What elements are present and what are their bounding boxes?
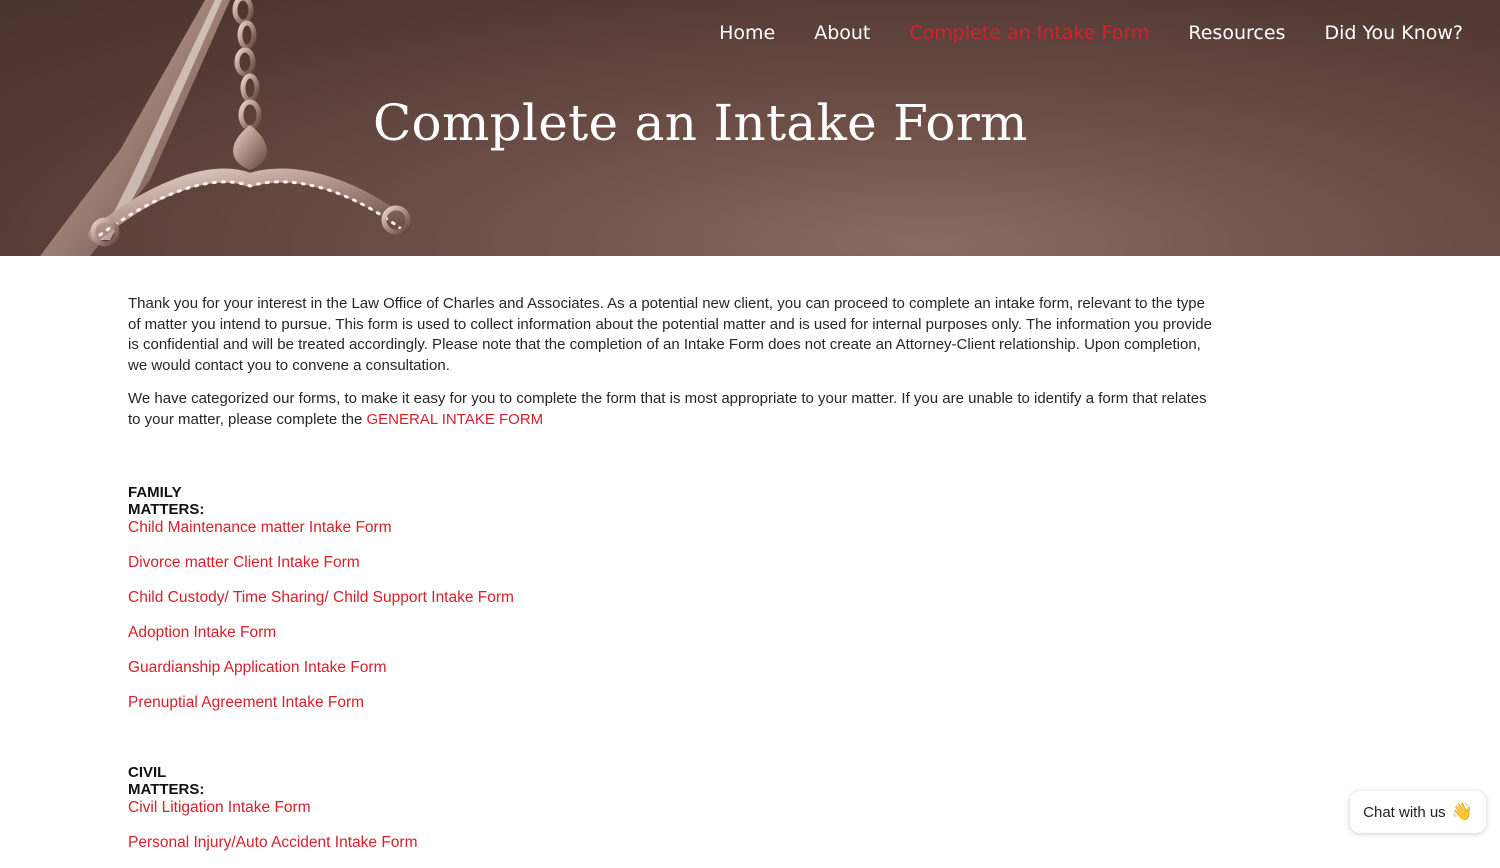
list-item [128,658,728,693]
list-item [128,833,728,868]
civil-matters-heading: CIVIL MATTERS: [128,764,205,798]
instructions-paragraph [128,389,1213,430]
waving-hand-icon: 👋 [1451,802,1473,821]
list-item [128,518,728,553]
civil-matters-list [128,798,728,868]
intro-paragraph: Thank you for your interest in the Law Office of Charles and Associates. As a potential new client, you can proceed to complete an intake form, relevant to the type of matter you intend to pursue. This form is used to collect information about the potential matter and is used for internal purposes only. The information you provide is confidential and will be treated accordingly. Please note that the completion of an Intake Form does not create an Attorney-Client relationship. Upon completion, we would contact you to convene a consultation. [128,295,1212,374]
nav-did-you-know[interactable]: Did You Know? [1324,22,1463,44]
instructions-text: We have categorized our forms, to make it easy for you to complete the form that is most appropriate to your matter. If you are unable to identify a form that relates to your matter, please complete the [128,390,1207,428]
list-item [128,553,728,588]
chat-label: Chat with us [1363,803,1446,821]
prenuptial-form-link[interactable]: Prenuptial Agreement Intake Form [128,694,365,711]
nav-about[interactable]: About [814,22,871,44]
personal-injury-form-link[interactable]: Personal Injury/Auto Accident Intake Form [128,834,418,851]
nav-intake-form[interactable]: Complete an Intake Form [909,22,1150,44]
general-intake-form-link[interactable]: GENERAL INTAKE FORM [366,410,544,428]
guardianship-form-link[interactable]: Guardianship Application Intake Form [128,659,387,676]
list-item [128,693,728,728]
nav-home[interactable]: Home [719,22,776,44]
main-nav [719,22,1463,44]
list-item [128,623,728,658]
nav-resources[interactable]: Resources [1188,22,1286,44]
child-maintenance-form-link[interactable]: Child Maintenance matter Intake Form [128,519,392,536]
hero-banner [0,0,1500,256]
civil-litigation-form-link[interactable]: Civil Litigation Intake Form [128,799,311,816]
list-item [128,588,728,623]
divorce-form-link[interactable]: Divorce matter Client Intake Form [128,554,360,571]
family-matters-heading: FAMILY MATTERS: [128,484,205,518]
list-item [128,798,728,833]
chat-widget-button[interactable] [1350,791,1486,833]
page-title: Complete an Intake Form [373,94,1028,152]
child-custody-form-link[interactable]: Child Custody/ Time Sharing/ Child Support Intake Form [128,589,514,606]
adoption-form-link[interactable]: Adoption Intake Form [128,624,277,641]
main-content [128,294,1213,851]
family-matters-list [128,518,728,728]
